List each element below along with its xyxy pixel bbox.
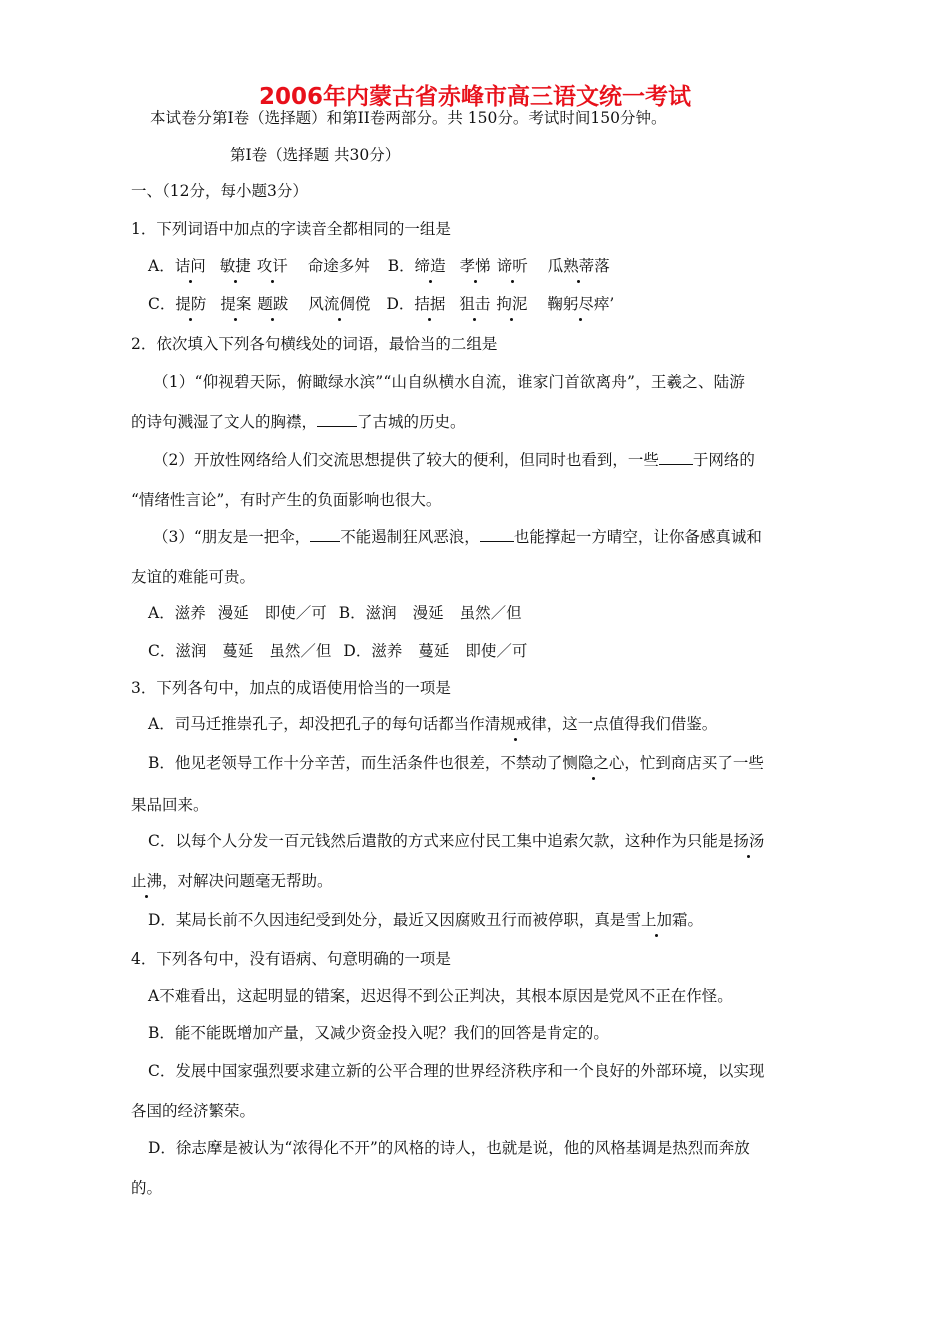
q1-c-word3: 题跋 (257, 295, 289, 313)
q2-sentence3-line1 (153, 527, 762, 547)
q2-s2-text2: 于网络的 (692, 451, 755, 469)
q3-option-c-line2 (131, 871, 333, 891)
q4-option-d: D．徐志摩是被认为“浓得化不开”的风格的诗人，也就是说，他的风格基调是热烈而奔放 (148, 1139, 750, 1157)
q1-c-label: C． (148, 295, 176, 313)
q3-d-text1: D．某局长前不久因违纪受到处分，最近又因腐败丑行而被停职，真是 (148, 911, 626, 929)
part1-heading: 第Ⅰ卷（选择题 共30分） (230, 146, 401, 164)
q1-a-word3: 攻讦 (256, 257, 288, 275)
q2-d-word2: 蔓延 (418, 642, 450, 660)
q1-row-ab (148, 256, 610, 276)
section1-heading: 一、（12分，每小题3分） (131, 182, 308, 200)
q4-option-b: B．能不能既增加产量，又减少资金投入呢？我们的回答是肯定的。 (148, 1024, 609, 1042)
q1-d-word1: 拮据 (414, 295, 446, 313)
q2-s3-blank2 (480, 527, 514, 542)
q3-a-text1: A．司马迁推崇孔子，却没把孔子的每句话都当作 (148, 715, 485, 733)
q3-c-text1: C．以每个人分发一百元钱然后遣散的方式来应付民工集中追索欠款，这种作为只能是 (148, 832, 734, 850)
q1-d-word3: 拘泥 (496, 295, 528, 313)
exam-title: 2006年内蒙古省赤峰市高三语文统一考试 (258, 84, 691, 110)
q1-b-word2: 孝悌 (459, 257, 491, 275)
q2-sentence2-line1 (153, 450, 755, 470)
q2-d-label: D． (343, 642, 372, 660)
q1-row-cd (148, 294, 614, 314)
q3-a-text2: ，这一点值得我们借鉴。 (546, 715, 718, 733)
q2-d-word1: 滋养 (371, 642, 403, 660)
q1-c-word4: 风流倜傥 (308, 295, 371, 313)
q3-option-c (148, 831, 764, 851)
q1-c-word1: 提防 (175, 295, 207, 313)
q1-b-label: B． (387, 257, 415, 275)
q2-a-word3: 即使／可 (264, 604, 327, 622)
q1-c-word2: 提案 (220, 295, 252, 313)
q2-s2-text1: （2）开放性网络给人们交流思想提供了较大的便利，但同时也看到，一些 (153, 451, 659, 469)
q3-b-idiom: 恻隐之心 (562, 754, 625, 772)
q1-a-word1: 诘问 (174, 257, 206, 275)
q3-b-text2: ，忙到商店买了一些 (624, 754, 764, 772)
q2-b-word1: 滋润 (365, 604, 397, 622)
q1-d-word4: 鞠躬尽瘁’ (547, 295, 615, 313)
q2-stem: 2．依次填入下列各句横线处的词语，最恰当的二组是 (131, 335, 498, 353)
q2-s3-text3: 也能撑起一方晴空，让你备感真诚和 (513, 528, 762, 546)
q4-option-c-line2: 各国的经济繁荣。 (131, 1102, 256, 1120)
q2-b-word2: 漫延 (412, 604, 444, 622)
q2-c-word2: 蔓延 (222, 642, 254, 660)
q1-d-word2: 狙击 (459, 295, 491, 313)
q2-a-label: A． (148, 604, 175, 622)
q3-option-d (148, 910, 703, 930)
q2-b-word3: 虽然／但 (459, 604, 522, 622)
q2-s1-text2: 了古城的历史。 (357, 413, 466, 431)
q4-stem: 4．下列各句中，没有语病、句意明确的一项是 (131, 950, 451, 968)
q3-d-idiom: 雪上加霜 (625, 911, 688, 929)
q3-c-text2: ，对解决问题毫无帮助。 (162, 872, 333, 890)
q3-b-text1: B．他见老领导工作十分辛苦，而生活条件也很差，不禁动了 (148, 754, 563, 772)
q3-d-text2: 。 (687, 911, 703, 929)
q2-options-ab (148, 603, 522, 623)
q4-option-d-line2: 的。 (131, 1179, 163, 1197)
q2-s3-blank1 (310, 527, 340, 542)
q1-a-word2: 敏捷 (219, 257, 251, 275)
q2-b-label: B． (338, 604, 366, 622)
exam-intro: 本试卷分第Ⅰ卷（选择题）和第II卷两部分。共 150分。考试时间150分钟。 (150, 109, 667, 127)
q2-s2-blank (659, 450, 693, 465)
q2-s1-blank (317, 412, 357, 427)
q2-sentence1-line1: （1）“仰视碧天际，俯瞰绿水滨”“山自纵横水自流，谁家门首欲离舟”，王羲之、陆游 (153, 373, 746, 391)
q2-s3-text1: （3）“朋友是一把伞， (153, 528, 311, 546)
q3-option-b-line2: 果品回来。 (131, 796, 209, 814)
q4-option-a: A不难看出，这起明显的错案，迟迟得不到公正判决，其根本原因是党风不正在作怪。 (148, 987, 733, 1005)
q2-s3-text2: 不能遏制狂风恶浪， (340, 528, 480, 546)
q3-c-idiom-part1: 扬汤 (733, 832, 765, 850)
q2-a-word1: 滋养 (174, 604, 206, 622)
q1-b-word1: 缔造 (414, 257, 446, 275)
q1-a-label: A． (148, 257, 175, 275)
q1-b-word3: 谛听 (496, 257, 528, 275)
q2-options-cd (148, 641, 527, 661)
q1-b-word4: 瓜熟蒂落 (547, 257, 610, 275)
q3-option-b (148, 753, 764, 773)
q1-a-word4: 命途多舛 (307, 257, 370, 275)
q2-c-label: C． (148, 642, 176, 660)
q2-sentence3-line2: 友谊的难能可贵。 (131, 568, 256, 586)
q1-stem: 1．下列词语中加点的字读音全都相同的一组是 (131, 220, 451, 238)
q2-sentence1-line2 (131, 412, 466, 432)
q3-a-idiom: 清规戒律 (484, 715, 547, 733)
q2-c-word1: 滋润 (175, 642, 207, 660)
q2-d-word3: 即使／可 (465, 642, 528, 660)
q3-option-a (148, 714, 717, 734)
q2-a-word2: 漫延 (217, 604, 249, 622)
q2-sentence2-line2: “情绪性言论”，有时产生的负面影响也很大。 (131, 491, 442, 509)
q2-c-word3: 虽然／但 (269, 642, 332, 660)
q3-c-idiom-part2: 止沸 (131, 872, 163, 890)
q1-d-label: D． (386, 295, 415, 313)
q2-s1-text1: 的诗句溅湿了文人的胸襟， (131, 413, 318, 431)
q3-stem: 3．下列各句中，加点的成语使用恰当的一项是 (131, 679, 451, 697)
q4-option-c: C．发展中国家强烈要求建立新的公平合理的世界经济秩序和一个良好的外部环境，以实现 (148, 1062, 765, 1080)
